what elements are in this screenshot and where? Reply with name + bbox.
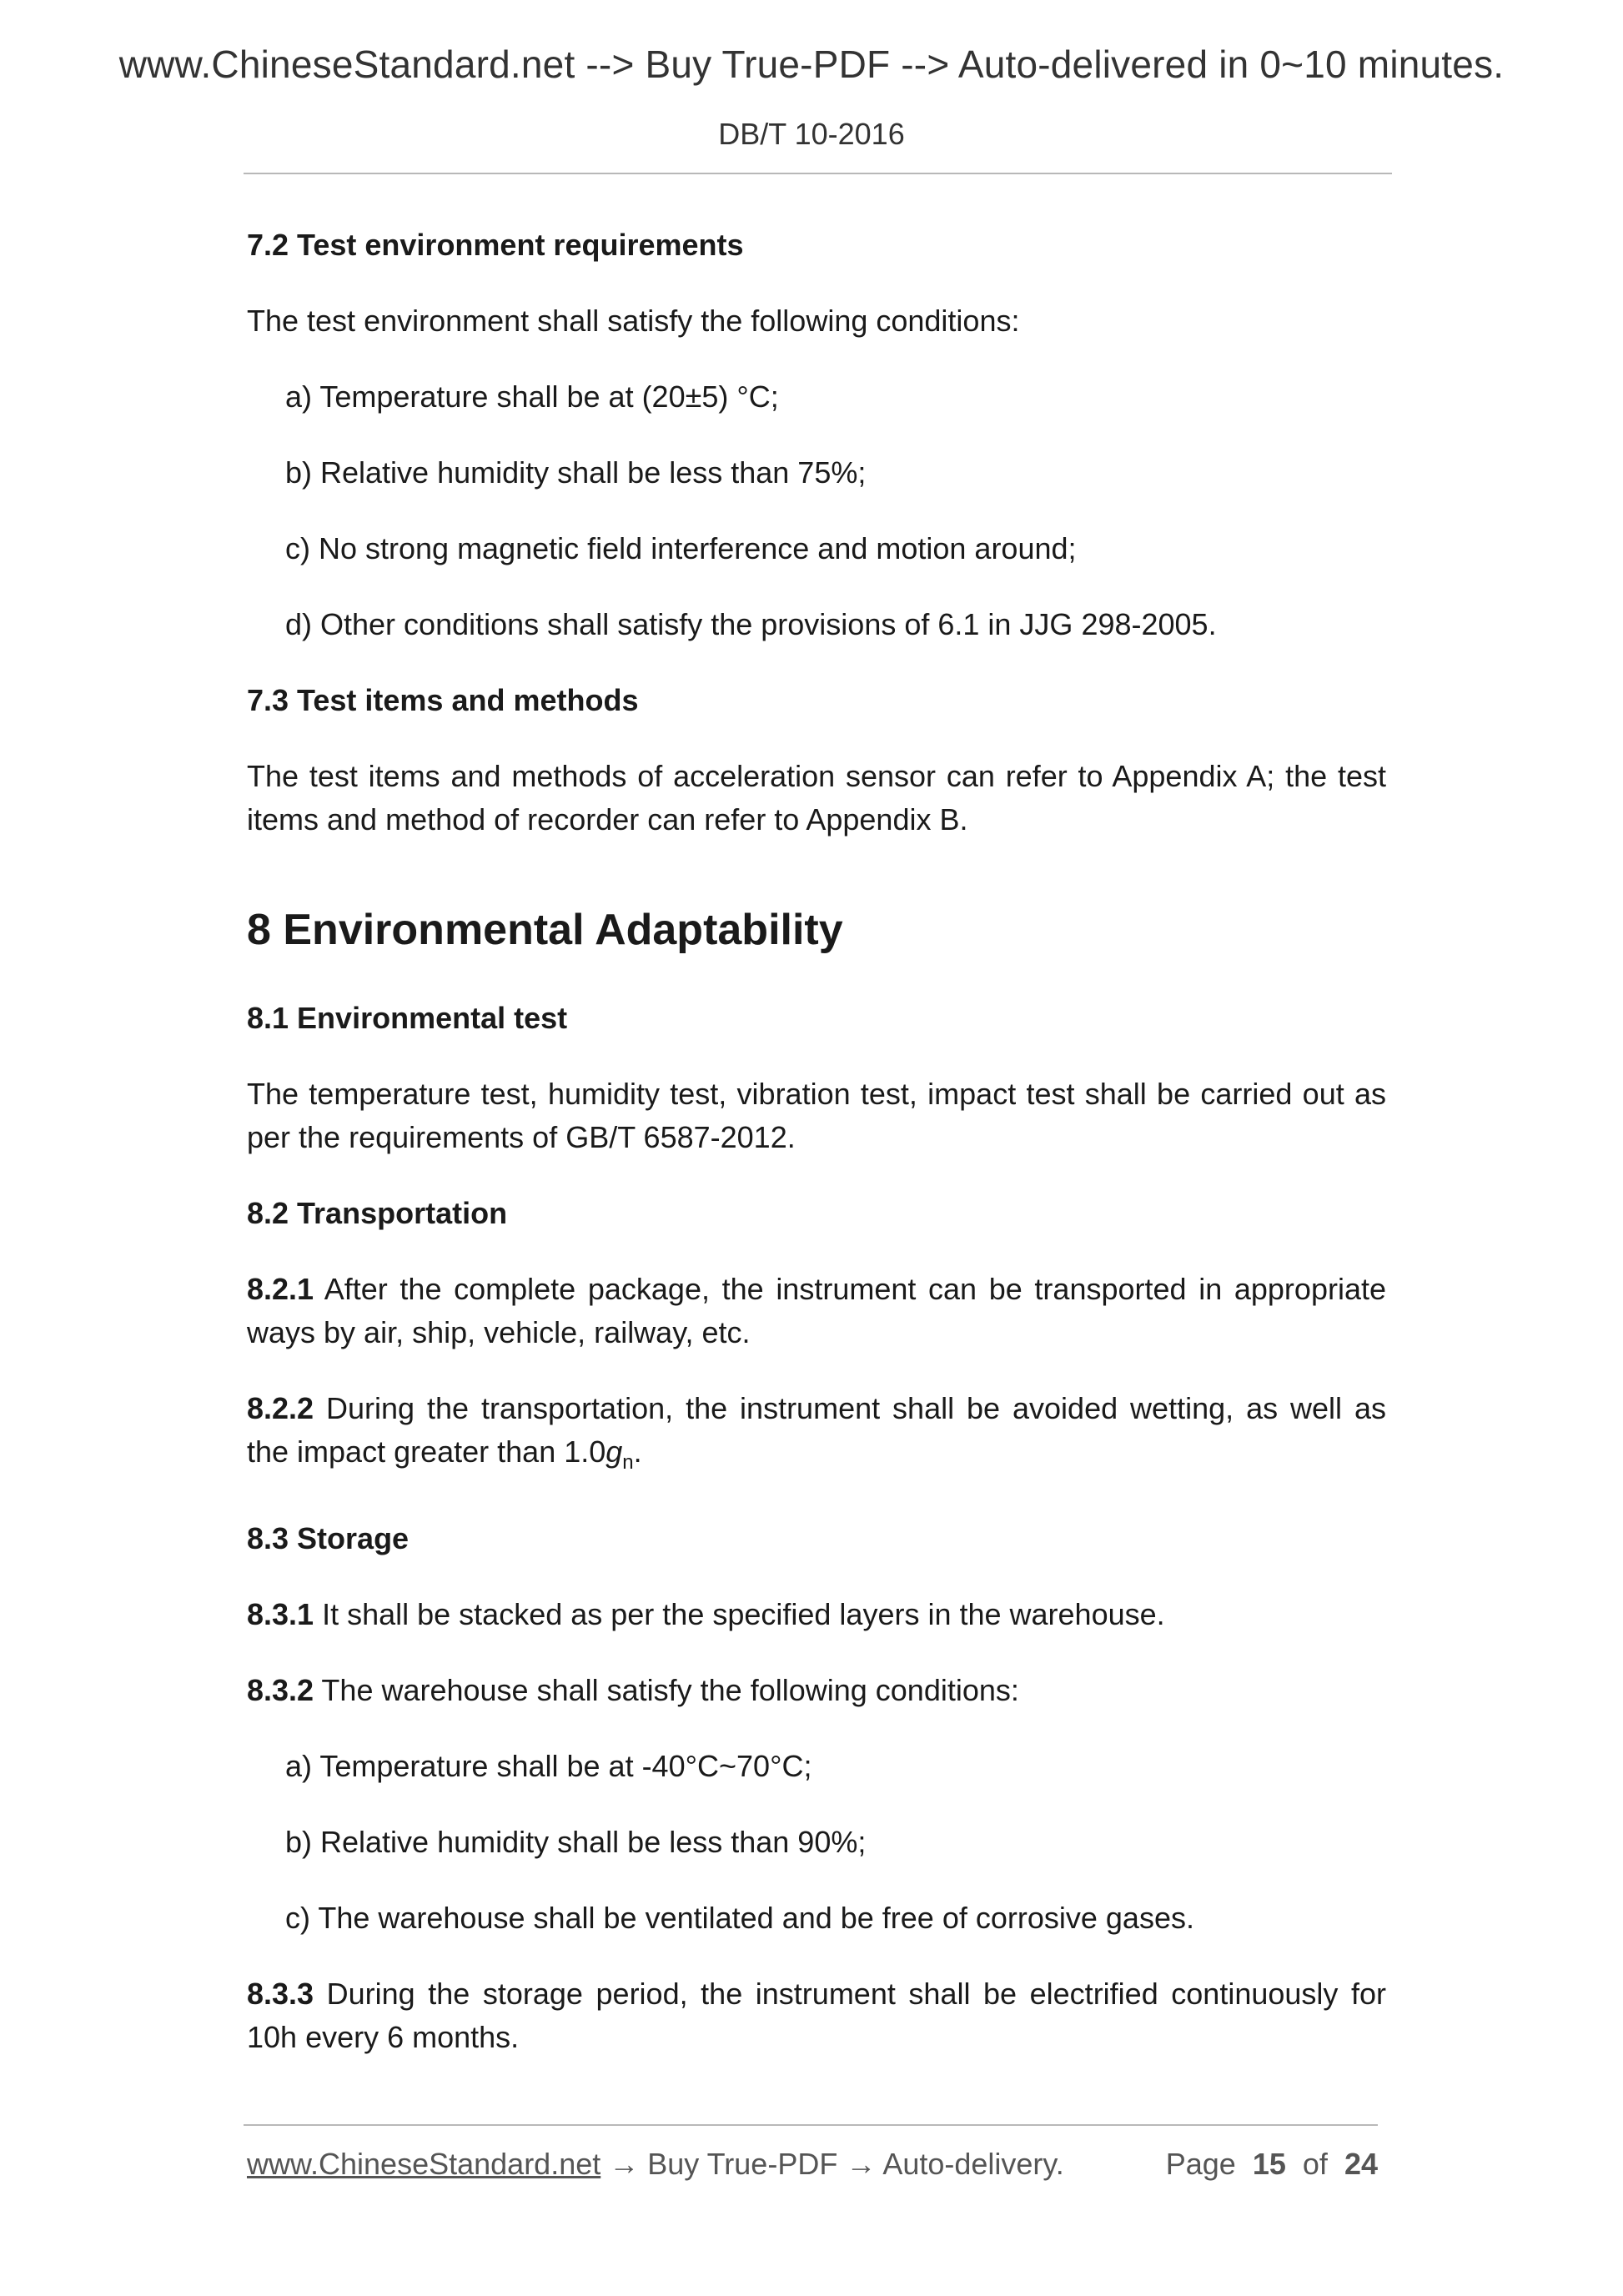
section-8-1-text: The temperature test, humidity test, vibration test, impact test shall be carried out as per the requirements of GB/T 6587-2012. (247, 1077, 1386, 1154)
page-footer (247, 2147, 1378, 2182)
clause-8-2-1 (247, 1268, 1386, 1354)
clause-8-3-3 (247, 1972, 1386, 2059)
list-item: a) Temperature shall be at (20±5) °C; (285, 379, 779, 414)
clause-end: . (633, 1434, 642, 1469)
clause-number: 8.2.1 (247, 1272, 314, 1306)
list-item: b) Relative humidity shall be less than 75%; (285, 455, 867, 490)
list-item: b) Relative humidity shall be less than 90%; (285, 1825, 867, 1860)
clause-text: It shall be stacked as per the specified layers in the warehouse. (314, 1597, 1165, 1632)
clause-text: After the complete package, the instrument can be transported in appropriate ways by air, ship, vehicle, railway, etc. (247, 1272, 1386, 1349)
section-7-3-heading: 7.3 Test items and methods (247, 683, 639, 717)
of-label: of (1302, 2147, 1328, 2181)
page-total: 24 (1344, 2147, 1378, 2181)
page-label: Page (1165, 2147, 1236, 2181)
section-8-1-heading: 8.1 Environmental test (247, 1001, 568, 1035)
footer-site-link[interactable]: www.ChineseStandard.net (247, 2147, 601, 2181)
chapter-8-heading: 8 Environmental Adaptability (247, 906, 843, 954)
list-item: c) No strong magnetic field interference and motion around; (285, 531, 1077, 565)
list-item: a) Temperature shall be at -40°C~70°C; (285, 1749, 812, 1784)
section-7-2-heading: 7.2 Test environment requirements (247, 228, 744, 262)
clause-8-3-2 (247, 1669, 1386, 1712)
list-item: c) The warehouse shall be ventilated and be free of corrosive gases. (285, 1901, 1194, 1936)
clause-number: 8.3.3 (247, 1977, 314, 2012)
clause-number: 8.2.2 (247, 1391, 314, 1425)
list-item: d) Other conditions shall satisfy the provisions of 6.1 in JJG 298-2005. (285, 607, 1217, 641)
gravity-symbol: g (605, 1434, 623, 1469)
document-id: DB/T 10-2016 (718, 117, 905, 151)
section-7-3-text: The test items and methods of acceleration sensor can refer to Appendix A; the test items and method of recorder can refer to Appendix B. (247, 759, 1386, 837)
clause-8-3-1 (247, 1593, 1386, 1636)
footer-divider (244, 2124, 1378, 2126)
header-divider (244, 173, 1392, 174)
clause-number: 8.3.1 (247, 1597, 314, 1632)
footer-tagline: → Buy True-PDF → Auto-delivery. (600, 2147, 1064, 2181)
page-indicator (1166, 2147, 1378, 2182)
clause-text: During the transportation, the instrument shall be avoided wetting, as well as the impact greater than 1.0 (247, 1391, 1386, 1469)
gravity-subscript: n (622, 1451, 634, 1475)
section-7-2-intro: The test environment shall satisfy the following conditions: (247, 304, 1020, 338)
clause-text: The warehouse shall satisfy the following conditions: (314, 1673, 1019, 1708)
page-content (247, 224, 1386, 2092)
clause-8-2-2 (247, 1387, 1386, 1485)
site-banner[interactable]: www.ChineseStandard.net --> Buy True-PDF --> Auto-delivered in 0~10 minutes. (118, 43, 1505, 86)
clause-number: 8.3.2 (247, 1673, 314, 1708)
clause-text: During the storage period, the instrument shall be electrified continuously for 10h every 6 months. (247, 1977, 1386, 2055)
section-8-2-heading: 8.2 Transportation (247, 1196, 508, 1230)
section-8-3-heading: 8.3 Storage (247, 1521, 410, 1556)
page-current: 15 (1252, 2147, 1286, 2181)
